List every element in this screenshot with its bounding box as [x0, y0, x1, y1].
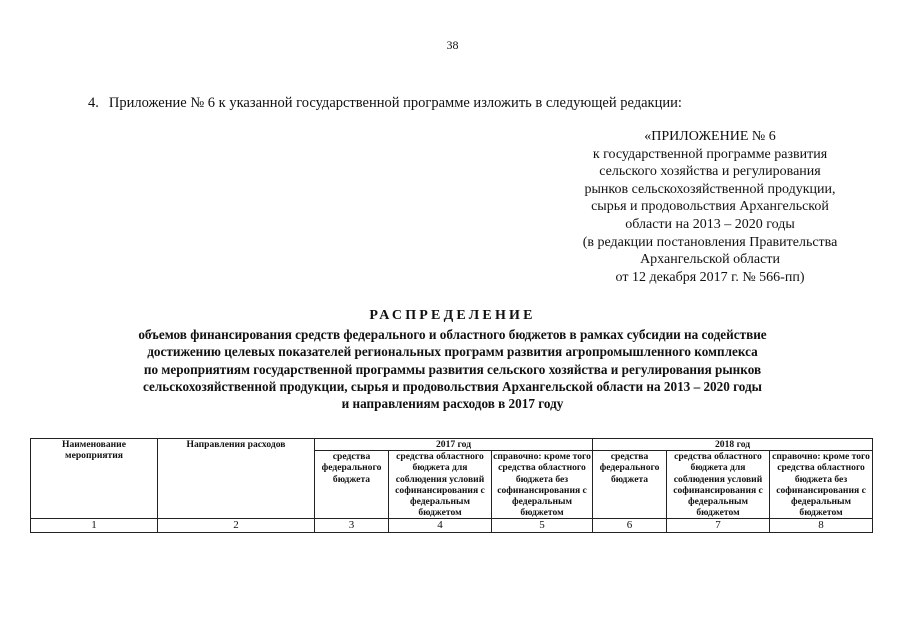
item-paragraph	[88, 95, 682, 112]
appendix-line: к государственной программе развития	[592, 146, 828, 162]
header-2017-federal: средства федерального бюджета	[315, 451, 389, 519]
column-number: 8	[770, 519, 873, 533]
appendix-line: рынков сельскохозяйственной продукции,	[584, 181, 836, 197]
appendix-line: «ПРИЛОЖЕНИЕ № 6	[644, 129, 776, 144]
header-2018-federal: средства федерального бюджета	[593, 451, 667, 519]
item-number: 4.	[88, 95, 99, 111]
header-2017-regional: средства областного бюджета для соблюдения условий софинансирования с федеральным бюджетом	[389, 451, 492, 519]
column-number: 1	[31, 519, 158, 533]
document-title: РАСПРЕДЕЛЕНИЕ	[369, 308, 536, 323]
column-number: 2	[158, 519, 315, 533]
header-event: Наименование мероприятия	[31, 439, 158, 519]
appendix-line: от 12 декабря 2017 г. № 566-пп)	[615, 269, 805, 285]
column-number: 7	[667, 519, 770, 533]
column-number: 3	[315, 519, 389, 533]
appendix-line: сельского хозяйства и регулирования	[599, 164, 821, 180]
appendix-header	[545, 128, 875, 286]
header-year-2017: 2017 год	[315, 439, 593, 451]
page-number: 38	[446, 38, 459, 52]
table-row	[31, 519, 873, 533]
column-number: 5	[492, 519, 593, 533]
header-direction: Направления расходов	[158, 439, 315, 519]
subtitle-line: и направлениям расходов в 2017 году	[341, 396, 564, 412]
table-header-row	[31, 439, 873, 451]
subtitle-line: сельскохозяйственной продукции, сырья и продовольствия Архангельской области на 2013 – 2020 годы	[143, 378, 762, 394]
appendix-line: Архангельской области	[640, 252, 780, 268]
subtitle-line: достижению целевых показателей региональных программ развития агропромышленного комплекса	[147, 344, 758, 360]
column-number: 4	[389, 519, 492, 533]
appendix-line: области на 2013 – 2020 годы	[625, 216, 795, 232]
item-text: Приложение № 6 к указанной государственной программе изложить в следующей редакции:	[108, 95, 682, 111]
subtitle-line: по мероприятиям государственной программы развития сельского хозяйства и регулирования рынков	[143, 361, 762, 377]
header-year-2018: 2018 год	[593, 439, 873, 451]
appendix-line: (в редакции постановления Правительства	[582, 234, 838, 250]
header-2017-reference: справочно: кроме того средства областного бюджета без софинансирования с федеральным бюджетом	[493, 451, 591, 519]
column-number: 6	[593, 519, 667, 533]
header-2018-regional: средства областного бюджета для соблюдения условий софинансирования с федеральным бюджетом	[667, 451, 770, 519]
subtitle-line: объемов финансирования средств федерального и областного бюджетов в рамках субсидии на содействие	[138, 327, 767, 342]
document-subtitle	[0, 326, 905, 412]
header-2018-reference: справочно: кроме того средства областного бюджета без софинансирования с федеральным бюджетом	[770, 451, 873, 519]
distribution-table	[30, 438, 873, 533]
appendix-line: сырья и продовольствия Архангельской	[591, 199, 829, 215]
